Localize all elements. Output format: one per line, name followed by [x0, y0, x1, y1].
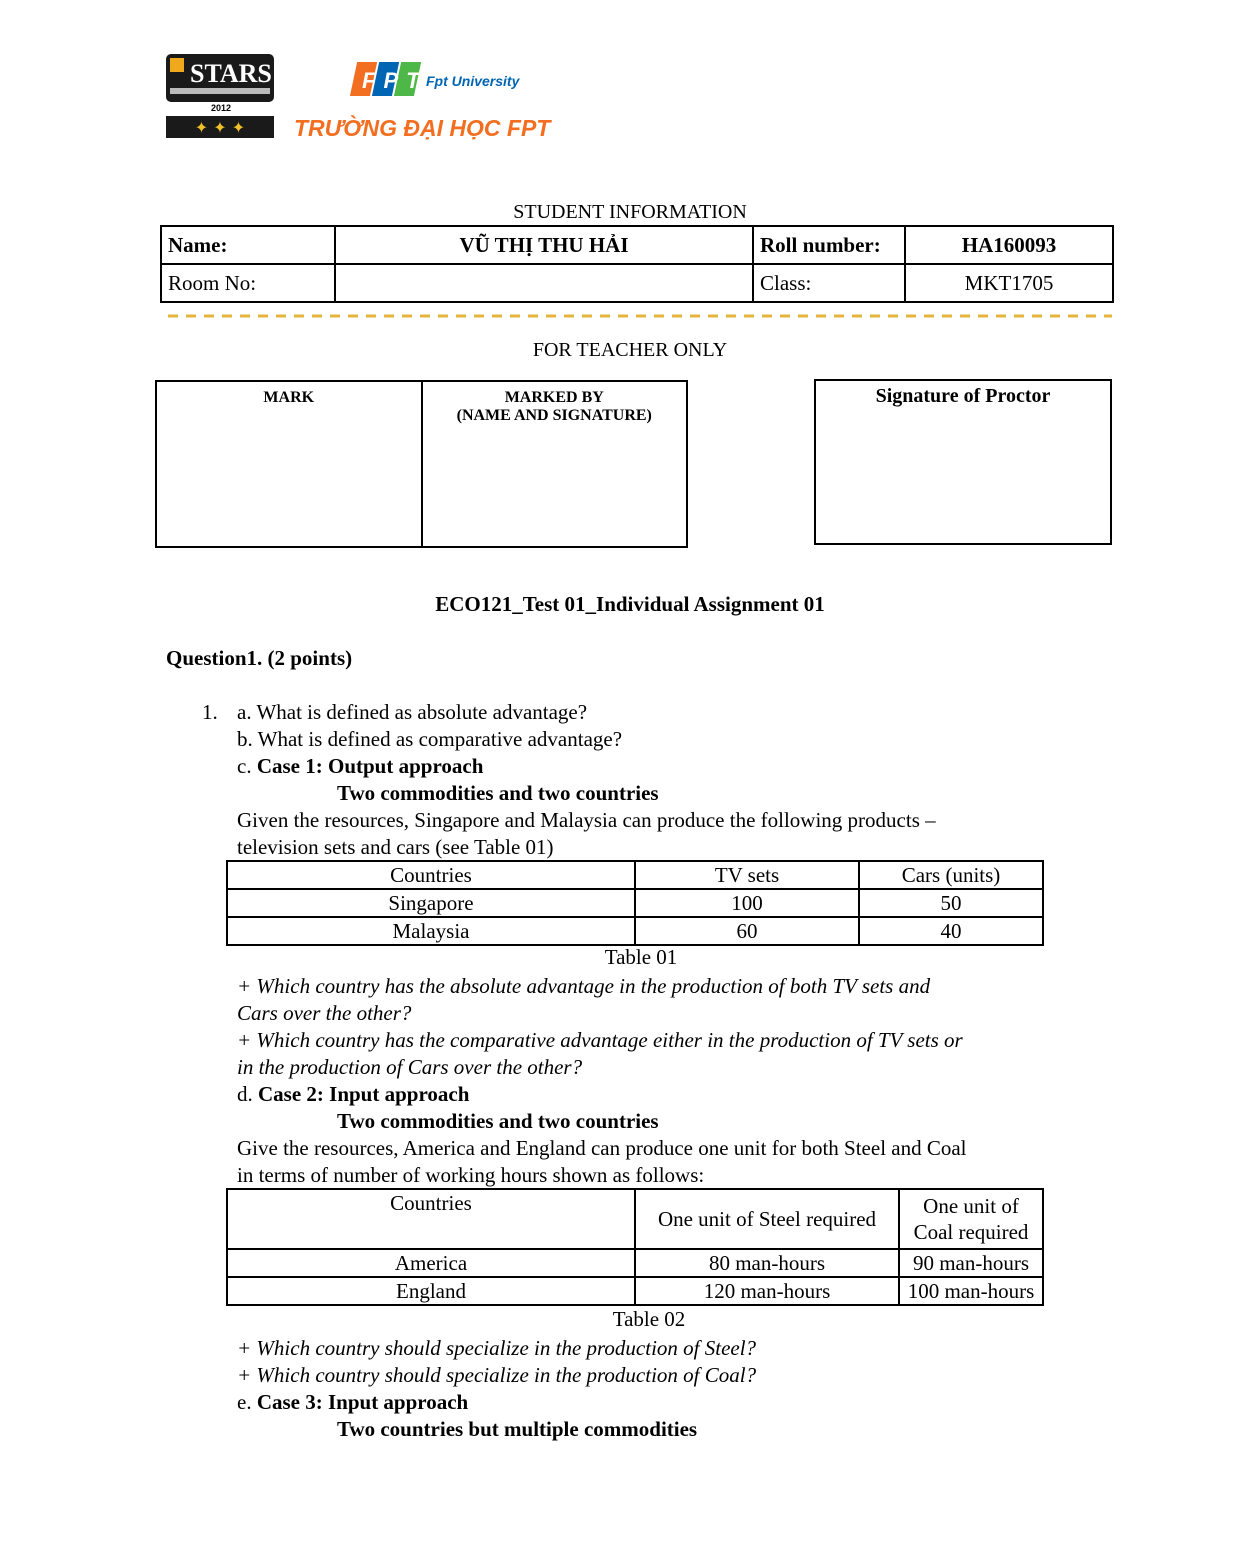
fpt-university-logo: [294, 58, 556, 144]
item-e-prefix: e.: [237, 1390, 257, 1414]
item-e-title: Case 3: Input approach: [256, 1390, 469, 1414]
table-cell: 90 man-hours: [899, 1249, 1043, 1277]
item-c-prefix: c.: [237, 754, 257, 778]
table-row: [227, 1249, 1043, 1277]
table-cell: 50: [859, 889, 1043, 917]
proctor-signature-box: [814, 379, 1112, 545]
item-d-question1: + Which country should specialize in the production of Steel?: [237, 1336, 757, 1360]
table-row: [227, 917, 1043, 945]
item-c-question2-line2: in the production of Cars over the other?: [237, 1055, 583, 1079]
table-header-cell: One unit of Coal required: [899, 1189, 1043, 1249]
table-header-row: [227, 1189, 1043, 1249]
marking-box: [155, 380, 688, 548]
roll-number-label: Roll number:: [753, 226, 905, 264]
table-cell: 60: [635, 917, 859, 945]
table-cell: Malaysia: [227, 917, 635, 945]
mark-cell: [157, 382, 423, 546]
roll-number-value: HA160093: [905, 226, 1113, 264]
table-header-cell: Countries: [227, 1189, 635, 1249]
item-d-text-line2: in terms of number of working hours shown as follows:: [237, 1163, 705, 1187]
table-cell: England: [227, 1277, 635, 1305]
item-d-prefix: d.: [237, 1082, 258, 1106]
table-cell: Singapore: [227, 889, 635, 917]
teacher-only-heading: FOR TEACHER ONLY: [532, 339, 728, 361]
qs-stars-logo: [166, 54, 276, 138]
list-number: 1.: [202, 700, 218, 724]
student-info-table: [160, 225, 1114, 303]
name-value: VŨ THỊ THU HẢI: [335, 226, 753, 264]
question-body-end: [237, 1335, 1097, 1443]
item-d-text-line1: Give the resources, America and England can produce one unit for both Steel and Coal: [237, 1136, 967, 1160]
item-c-subtitle: Two commodities and two countries: [337, 781, 659, 805]
room-value: [335, 264, 753, 302]
class-value: MKT1705: [905, 264, 1113, 302]
item-c-question1-line2: Cars over the other?: [237, 1001, 412, 1025]
item-c-text-line1: Given the resources, Singapore and Malaysia can produce the following products –: [237, 808, 936, 832]
table-cell: 100: [635, 889, 859, 917]
item-a: a. What is defined as absolute advantage?: [237, 700, 588, 724]
table-row: [227, 1277, 1043, 1305]
marked-by-sublabel: (NAME AND SIGNATURE): [456, 407, 652, 424]
item-c-text-line2: television sets and cars (see Table 01): [237, 835, 554, 859]
stars-year: 2012: [210, 103, 232, 113]
table-header-cell: One unit of Steel required: [635, 1189, 899, 1249]
item-b: b. What is defined as comparative advantage?: [237, 727, 623, 751]
question-heading: Question1. (2 points): [166, 646, 353, 670]
class-label: Class:: [753, 264, 905, 302]
item-e-heading: [237, 1389, 1097, 1416]
stars-wordmark: STARS: [190, 59, 272, 88]
marked-by-cell: [423, 382, 687, 546]
item-c-question2-line1: + Which country has the comparative advantage either in the production of TV sets or: [237, 1028, 963, 1052]
table-02: [226, 1188, 1044, 1306]
question-body-cont: [237, 973, 1097, 1189]
school-name: TRƯỜNG ĐẠI HỌC FPT: [294, 115, 551, 141]
table-02-caption: Table 02: [612, 1307, 686, 1331]
table-header-cell: TV sets: [635, 861, 859, 889]
fpt-subtitle: Fpt University: [426, 73, 520, 89]
table-header-cell: Cars (units): [859, 861, 1043, 889]
proctor-signature-label: Signature of Proctor: [875, 385, 1051, 407]
item-d-subtitle: Two commodities and two countries: [337, 1109, 659, 1133]
dashed-divider: [168, 313, 1112, 319]
item-d-title: Case 2: Input approach: [258, 1082, 470, 1106]
assignment-title: ECO121_Test 01_Individual Assignment 01: [435, 592, 825, 616]
table-cell: America: [227, 1249, 635, 1277]
stars-star-icons: ✦ ✦ ✦: [194, 118, 246, 137]
room-label: Room No:: [161, 264, 335, 302]
table-cell: 40: [859, 917, 1043, 945]
table-header-row: [227, 861, 1043, 889]
item-e-subtitle: Two countries but multiple commodities: [337, 1417, 698, 1441]
item-c-title: Case 1: Output approach: [256, 754, 484, 778]
item-d-heading: [237, 1081, 1097, 1108]
table-01-caption: Table 01: [604, 945, 678, 969]
table-cell: 80 man-hours: [635, 1249, 899, 1277]
item-c-question1-line1: + Which country has the absolute advantage in the production of both TV sets and: [237, 974, 931, 998]
marked-by-label: MARKED BY: [504, 389, 604, 406]
student-info-heading: STUDENT INFORMATION: [513, 201, 747, 223]
table-row: [227, 889, 1043, 917]
question-body: [237, 699, 1097, 861]
fpt-wordmark: FPT: [362, 68, 428, 93]
mark-label: MARK: [263, 389, 315, 406]
item-c-heading: [237, 753, 1097, 780]
item-d-question2: + Which country should specialize in the production of Coal?: [237, 1363, 757, 1387]
table-01: [226, 860, 1044, 946]
table-header-cell: Countries: [227, 861, 635, 889]
name-label: Name:: [161, 226, 335, 264]
table-cell: 100 man-hours: [899, 1277, 1043, 1305]
table-cell: 120 man-hours: [635, 1277, 899, 1305]
